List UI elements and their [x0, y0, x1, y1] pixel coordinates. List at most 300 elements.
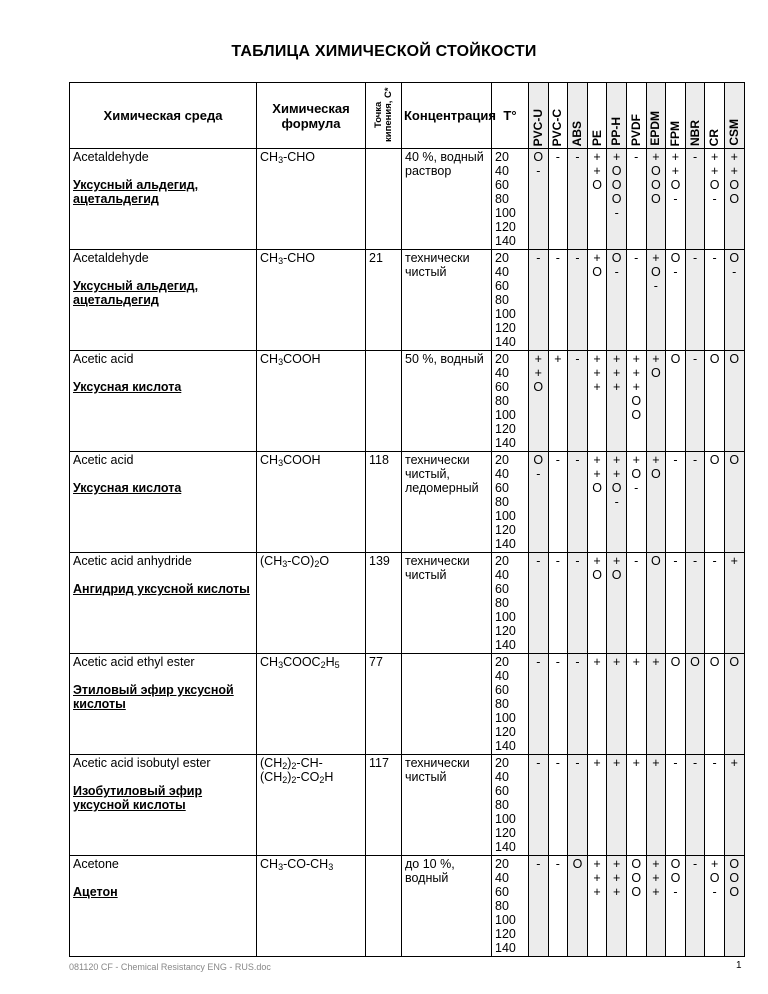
rating-cell: [685, 452, 705, 553]
rating-value: -: [692, 554, 698, 568]
rating-cell: [685, 149, 705, 250]
medium-name-en: Acetaldehyde: [73, 150, 149, 164]
temperature-value: 120: [495, 624, 516, 638]
rating-cell: [587, 250, 607, 351]
rating-value: O: [650, 265, 661, 279]
rating-value: +: [534, 352, 542, 366]
rating-value: +: [593, 352, 601, 366]
concentration-cell: технически чистый: [402, 755, 492, 856]
rating-cell: [666, 755, 686, 856]
temperature-value: 140: [495, 335, 516, 349]
rating-value: -: [732, 265, 737, 279]
rating-value: -: [634, 150, 639, 164]
boiling-cell: 77: [366, 654, 402, 755]
rating-cell: [646, 351, 666, 452]
temperature-value: 20: [495, 554, 509, 568]
rating-value: +: [730, 756, 738, 770]
rating-value: O: [729, 655, 740, 669]
rating-cell: [705, 351, 725, 452]
rating-cell: [529, 654, 549, 755]
formula-subscript: 2: [319, 775, 325, 785]
rating-cell: [724, 856, 744, 957]
rating-value: -: [555, 150, 560, 164]
temperature-value: 120: [495, 725, 516, 739]
rating-cell: [548, 452, 568, 553]
rating-value: O: [650, 467, 661, 481]
rating-cell: [705, 654, 725, 755]
table-row: [70, 250, 745, 351]
rating-value: +: [613, 756, 621, 770]
rating-cell: [666, 654, 686, 755]
rating-value: -: [692, 453, 698, 467]
rating-value: -: [614, 206, 619, 220]
rating-cell: [724, 654, 744, 755]
header-material: PP-H: [607, 83, 627, 149]
rating-cell: [568, 149, 588, 250]
temperature-value: 100: [495, 509, 516, 523]
rating-cell: [607, 351, 627, 452]
rating-cell: [529, 553, 549, 654]
medium-name-ru: Ангидрид уксусной кислоты: [73, 582, 250, 596]
temperature-cell: [492, 755, 529, 856]
rating-cell: [568, 553, 588, 654]
rating-value: -: [614, 495, 619, 509]
rating-cell: [705, 250, 725, 351]
formula-subscript: 2: [320, 660, 326, 670]
rating-value: +: [652, 251, 660, 265]
formula-text: -CHO: [283, 150, 316, 164]
temperature-value: 20: [495, 150, 509, 164]
temperature-value: 120: [495, 927, 516, 941]
medium-cell: [70, 654, 257, 755]
boiling-cell: 117: [366, 755, 402, 856]
header-concentration: Концентрация: [402, 83, 492, 149]
header-material: CSM: [724, 83, 744, 149]
rating-cell: [724, 149, 744, 250]
formula-subscript: 2: [282, 775, 288, 785]
table-row: [70, 351, 745, 452]
rating-value: +: [613, 380, 621, 394]
rating-value: +: [593, 554, 601, 568]
rating-value: -: [555, 554, 560, 568]
temperature-value: 80: [495, 596, 509, 610]
rating-value: +: [632, 366, 640, 380]
rating-value: +: [613, 453, 621, 467]
rating-cell: [548, 654, 568, 755]
temperature-value: 100: [495, 206, 516, 220]
rating-value: -: [536, 164, 541, 178]
rating-cell: [685, 856, 705, 957]
rating-value: -: [673, 265, 678, 279]
rating-value: -: [575, 655, 580, 669]
formula-cell: [257, 654, 366, 755]
rating-value: -: [536, 467, 541, 481]
rating-value: O: [670, 871, 681, 885]
formula-text: CH: [260, 352, 279, 366]
rating-value: -: [634, 481, 639, 495]
rating-value: +: [593, 756, 601, 770]
rating-value: -: [712, 885, 717, 899]
temperature-value: 120: [495, 422, 516, 436]
header-material: EPDM: [646, 83, 666, 149]
rating-cell: [626, 149, 646, 250]
rating-value: +: [632, 352, 640, 366]
rating-cell: [587, 856, 607, 957]
concentration-cell: 40 %, водный раствор: [402, 149, 492, 250]
formula-cell: [257, 149, 366, 250]
rating-value: O: [729, 857, 740, 871]
rating-cell: [548, 250, 568, 351]
rating-value: +: [632, 756, 640, 770]
rating-value: O: [670, 655, 681, 669]
rating-value: -: [575, 554, 580, 568]
rating-cell: [548, 149, 568, 250]
rating-value: +: [730, 164, 738, 178]
rating-value: -: [536, 251, 541, 265]
rating-value: -: [634, 554, 639, 568]
temperature-value: 100: [495, 610, 516, 624]
temperature-value: 80: [495, 495, 509, 509]
formula-subscript: 3: [278, 256, 284, 266]
rating-value: O: [650, 164, 661, 178]
rating-cell: [568, 351, 588, 452]
temperature-value: 140: [495, 537, 516, 551]
temperature-value: 80: [495, 798, 509, 812]
formula-text: (CH: [260, 554, 283, 568]
rating-cell: [646, 250, 666, 351]
rating-value: O: [670, 251, 681, 265]
rating-cell: [568, 250, 588, 351]
temperature-value: 120: [495, 321, 516, 335]
temperature-value: 20: [495, 655, 509, 669]
rating-value: -: [536, 655, 541, 669]
rating-cell: [529, 856, 549, 957]
page-title: ТАБЛИЦА ХИМИЧЕСКОЙ СТОЙКОСТИ: [231, 43, 537, 60]
header-formula: Химическая формула: [257, 83, 366, 149]
rating-cell: [568, 755, 588, 856]
rating-cell: [587, 452, 607, 553]
rating-cell: [666, 250, 686, 351]
rating-value: O: [729, 871, 740, 885]
concentration-cell: технически чистый: [402, 553, 492, 654]
rating-value: +: [652, 885, 660, 899]
medium-name-ru: Этиловый эфир уксусной кислоты: [73, 683, 234, 711]
rating-value: O: [729, 192, 740, 206]
rating-cell: [646, 755, 666, 856]
formula-text: CH: [260, 150, 279, 164]
concentration-cell: технически чистый, ледомерный: [402, 452, 492, 553]
rating-cell: [646, 856, 666, 957]
temperature-value: 60: [495, 178, 509, 192]
rating-cell: [666, 856, 686, 957]
rating-cell: [724, 553, 744, 654]
temperature-value: 20: [495, 453, 509, 467]
rating-value: +: [613, 467, 621, 481]
formula-subscript: 3: [278, 155, 284, 165]
rating-cell: [705, 856, 725, 957]
formula-cell: [257, 553, 366, 654]
temperature-cell: [492, 654, 529, 755]
formula-subscript: 2: [291, 761, 297, 771]
rating-cell: [705, 755, 725, 856]
rating-cell: [724, 452, 744, 553]
temperature-value: 40: [495, 770, 509, 784]
medium-name-en: Acetone: [73, 857, 119, 871]
medium-name-ru: Уксусный альдегид, ацетальдегид: [73, 279, 199, 307]
formula-text: O: [319, 554, 330, 568]
rating-value: O: [709, 871, 720, 885]
temperature-value: 20: [495, 251, 509, 265]
rating-cell: [548, 755, 568, 856]
medium-name-en: Acetic acid: [73, 453, 134, 467]
rating-value: +: [554, 352, 562, 366]
rating-value: -: [712, 756, 717, 770]
table-row: [70, 755, 745, 856]
rating-cell: [607, 149, 627, 250]
rating-cell: [587, 351, 607, 452]
formula-text: CH: [260, 251, 279, 265]
header-material: PE: [587, 83, 607, 149]
medium-name-en: Acetic acid anhydride: [73, 554, 192, 568]
temperature-value: 60: [495, 683, 509, 697]
rating-value: O: [709, 655, 720, 669]
rating-value: -: [536, 857, 541, 871]
formula-text: COOC: [283, 655, 321, 669]
rating-value: O: [611, 481, 622, 495]
rating-value: -: [692, 857, 698, 871]
table-row: [70, 856, 745, 957]
header-material: CR: [705, 83, 725, 149]
temperature-value: 60: [495, 380, 509, 394]
formula-subscript: 3: [282, 559, 288, 569]
rating-value: O: [631, 467, 642, 481]
rating-value: -: [692, 150, 698, 164]
rating-value: O: [709, 453, 720, 467]
rating-cell: [685, 553, 705, 654]
rating-value: +: [593, 857, 601, 871]
rating-value: +: [534, 366, 542, 380]
rating-value: O: [611, 178, 622, 192]
rating-cell: [607, 755, 627, 856]
rating-cell: [607, 553, 627, 654]
formula-text: COOH: [283, 352, 321, 366]
rating-value: +: [652, 655, 660, 669]
rating-cell: [724, 755, 744, 856]
temperature-value: 100: [495, 711, 516, 725]
concentration-cell: 50 %, водный: [402, 351, 492, 452]
rating-value: -: [536, 554, 541, 568]
rating-cell: [568, 452, 588, 553]
rating-value: -: [653, 279, 658, 293]
rating-value: +: [613, 554, 621, 568]
temperature-value: 80: [495, 394, 509, 408]
rating-cell: [626, 452, 646, 553]
rating-value: +: [593, 453, 601, 467]
temperature-cell: [492, 856, 529, 957]
rating-value: +: [613, 366, 621, 380]
temperature-value: 60: [495, 582, 509, 596]
formula-text: -CO: [296, 770, 320, 784]
medium-name-ru: Уксусный альдегид, ацетальдегид: [73, 178, 199, 206]
rating-value: O: [592, 265, 602, 279]
medium-name-en: Acetaldehyde: [73, 251, 149, 265]
rating-value: +: [613, 857, 621, 871]
rating-value: +: [671, 164, 680, 178]
rating-value: +: [710, 857, 719, 871]
boiling-cell: 118: [366, 452, 402, 553]
rating-value: -: [712, 251, 717, 265]
formula-cell: [257, 250, 366, 351]
rating-value: O: [631, 394, 642, 408]
temperature-value: 40: [495, 669, 509, 683]
temperature-value: 60: [495, 784, 509, 798]
boiling-cell: [366, 351, 402, 452]
formula-subscript: 3: [278, 458, 284, 468]
rating-value: O: [631, 885, 642, 899]
rating-value: O: [611, 192, 622, 206]
rating-cell: [646, 149, 666, 250]
rating-cell: [685, 351, 705, 452]
rating-value: O: [670, 857, 681, 871]
header-material: FPM: [666, 83, 686, 149]
temperature-value: 20: [495, 756, 509, 770]
rating-value: -: [575, 352, 580, 366]
rating-cell: [529, 149, 549, 250]
concentration-cell: технически чистый: [402, 250, 492, 351]
rating-value: +: [593, 380, 601, 394]
rating-value: +: [632, 380, 640, 394]
rating-cell: [568, 654, 588, 755]
boiling-cell: 139: [366, 553, 402, 654]
formula-text: -CHO: [283, 251, 316, 265]
rating-value: +: [710, 150, 719, 164]
rating-value: O: [611, 251, 622, 265]
temperature-value: 140: [495, 739, 516, 753]
header-boiling: Точка кипения, С*: [366, 83, 402, 149]
rating-value: -: [555, 756, 560, 770]
header-material: ABS: [568, 83, 588, 149]
page-number: 1: [736, 960, 742, 971]
rating-value: -: [555, 453, 560, 467]
medium-name-ru: Уксусная кислота: [73, 380, 182, 394]
rating-cell: [685, 250, 705, 351]
rating-cell: [529, 351, 549, 452]
temperature-value: 40: [495, 871, 509, 885]
rating-value: O: [592, 178, 602, 192]
rating-cell: [724, 250, 744, 351]
medium-name-en: Acetic acid: [73, 352, 134, 366]
rating-cell: [666, 553, 686, 654]
rating-cell: [666, 351, 686, 452]
header-material: NBR: [685, 83, 705, 149]
rating-value: O: [631, 408, 642, 422]
header-medium: Химическая среда: [70, 83, 257, 149]
rating-value: -: [712, 554, 717, 568]
rating-cell: [529, 250, 549, 351]
formula-text: -CO): [287, 554, 315, 568]
rating-value: +: [593, 164, 601, 178]
rating-cell: [607, 654, 627, 755]
rating-cell: [587, 755, 607, 856]
rating-cell: [685, 654, 705, 755]
temperature-cell: [492, 351, 529, 452]
rating-cell: [529, 452, 549, 553]
rating-cell: [685, 755, 705, 856]
rating-value: +: [593, 467, 601, 481]
rating-value: +: [652, 857, 660, 871]
rating-cell: [626, 856, 646, 957]
temperature-value: 120: [495, 220, 516, 234]
rating-value: -: [673, 554, 678, 568]
chemical-resistance-table: [69, 82, 745, 957]
rating-value: +: [593, 885, 601, 899]
rating-cell: [548, 351, 568, 452]
rating-cell: [646, 553, 666, 654]
rating-value: -: [555, 655, 560, 669]
footer-filename: 081120 CF - Chemical Resistancy ENG - RUS.doc: [69, 962, 271, 972]
rating-value: O: [631, 871, 642, 885]
header-material: PVDF: [626, 83, 646, 149]
rating-value: O: [709, 352, 720, 366]
medium-cell: [70, 149, 257, 250]
rating-cell: [646, 654, 666, 755]
rating-value: +: [632, 453, 640, 467]
medium-cell: [70, 755, 257, 856]
formula-text: ): [287, 756, 292, 770]
rating-cell: [705, 149, 725, 250]
rating-value: -: [692, 251, 698, 265]
temperature-value: 40: [495, 164, 509, 178]
table-row: [70, 553, 745, 654]
rating-value: +: [613, 885, 621, 899]
rating-cell: [607, 856, 627, 957]
rating-value: +: [730, 554, 738, 568]
temperature-value: 140: [495, 840, 516, 854]
formula-text: (CH: [260, 756, 283, 770]
temperature-value: 80: [495, 293, 509, 307]
rating-cell: [626, 654, 646, 755]
rating-cell: [626, 250, 646, 351]
rating-value: O: [533, 380, 544, 394]
formula-subscript: 3: [278, 660, 284, 670]
concentration-cell: до 10 %, водный: [402, 856, 492, 957]
temperature-value: 40: [495, 366, 509, 380]
rating-value: -: [575, 150, 580, 164]
temperature-value: 100: [495, 307, 516, 321]
formula-text: H: [325, 655, 335, 669]
temperature-value: 40: [495, 467, 509, 481]
rating-value: O: [533, 453, 544, 467]
formula-cell: [257, 452, 366, 553]
rating-value: O: [650, 366, 661, 380]
temperature-value: 60: [495, 279, 509, 293]
rating-value: -: [673, 453, 678, 467]
rating-value: +: [613, 871, 621, 885]
rating-value: -: [692, 756, 698, 770]
rating-cell: [626, 553, 646, 654]
rating-cell: [666, 149, 686, 250]
formula-subscript: 2: [291, 775, 297, 785]
temperature-value: 120: [495, 826, 516, 840]
header-row: [70, 83, 745, 149]
temperature-value: 140: [495, 234, 516, 248]
rating-value: +: [593, 366, 601, 380]
formula-subscript: 2: [282, 761, 288, 771]
rating-value: +: [730, 150, 738, 164]
formula-text: ): [287, 770, 292, 784]
temperature-value: 40: [495, 568, 509, 582]
table-row: [70, 452, 745, 553]
